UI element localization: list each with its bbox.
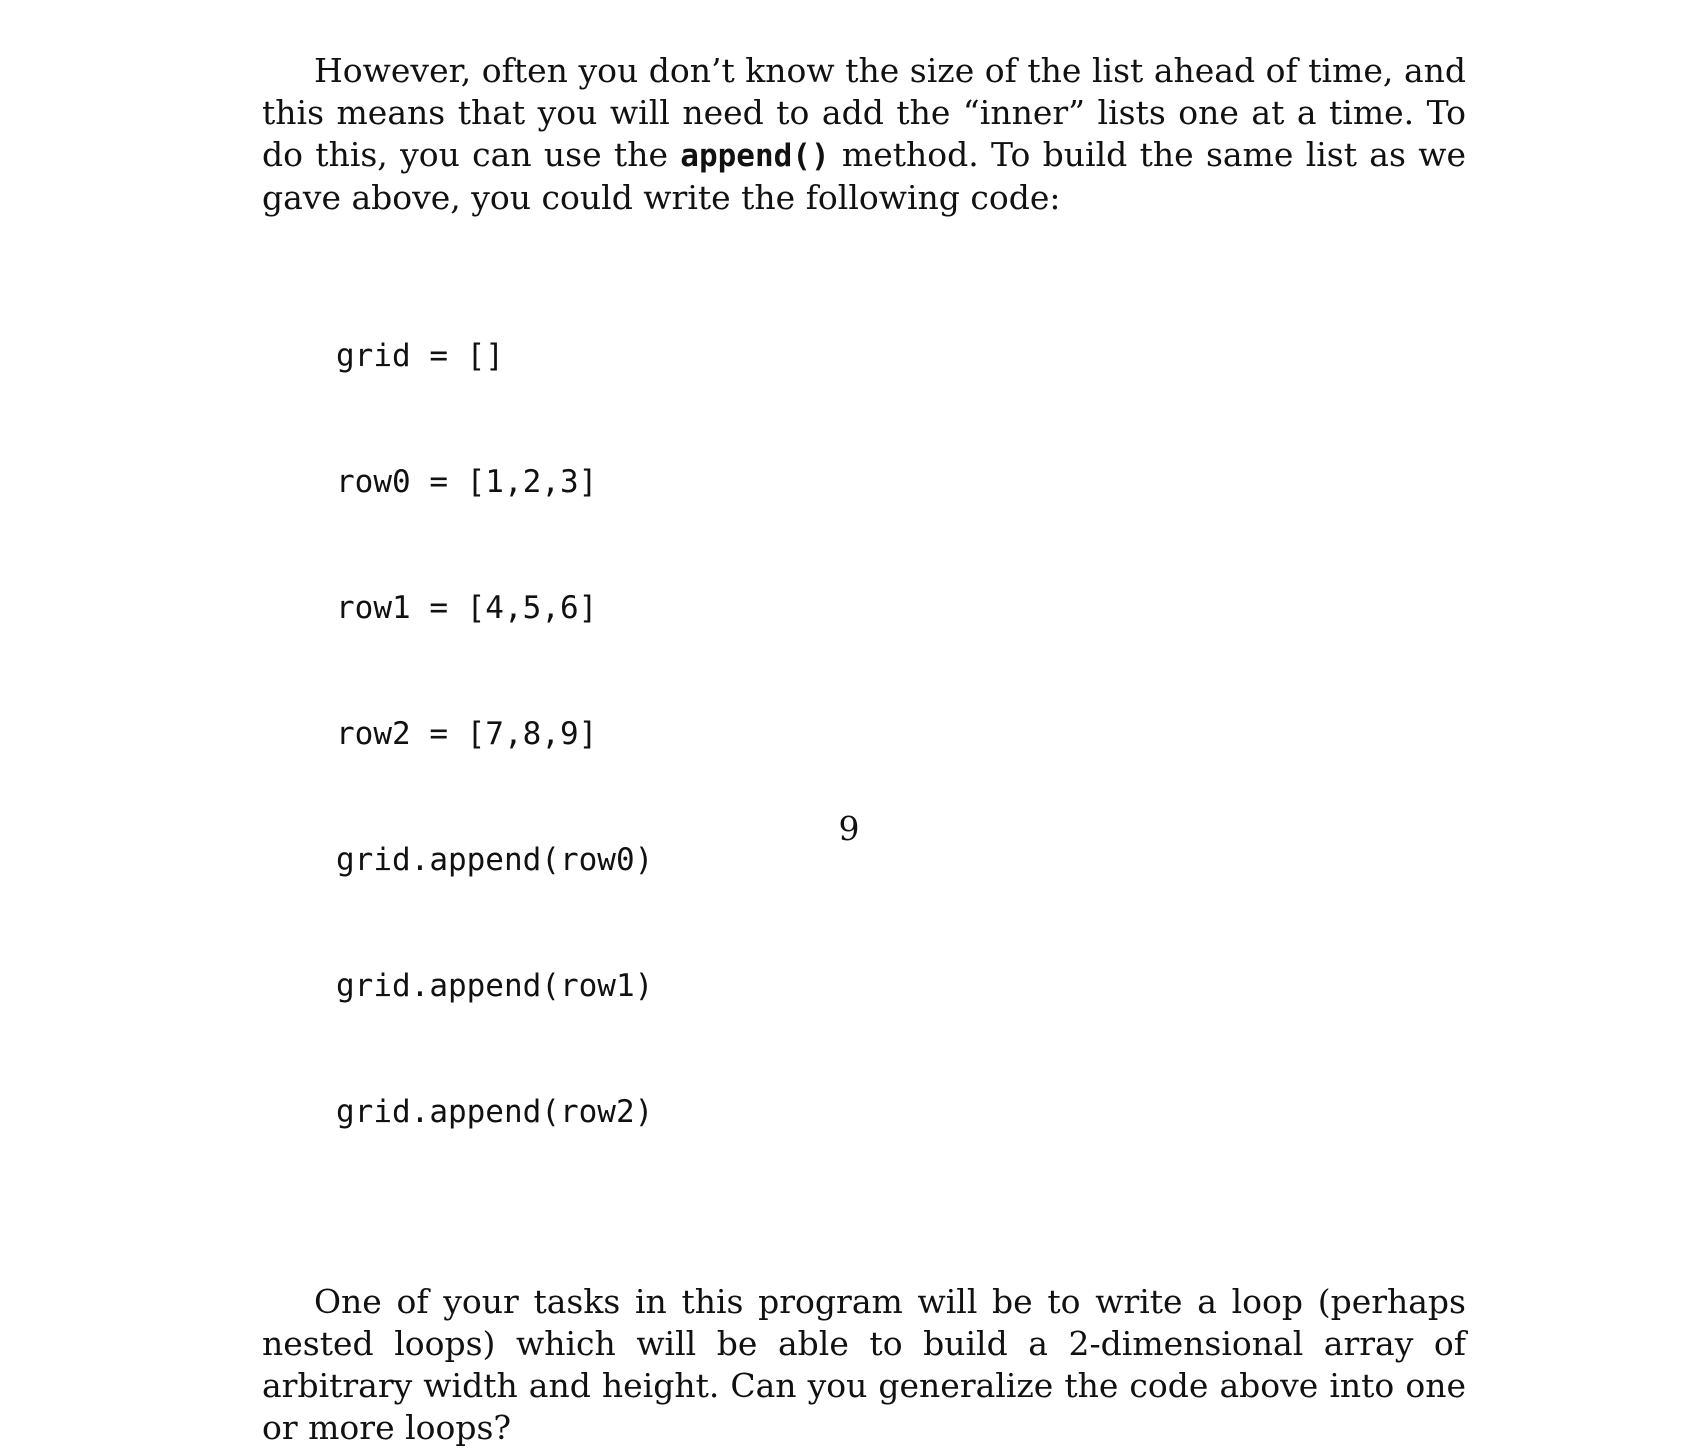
- code-line: grid.append(row2): [336, 1094, 654, 1130]
- document-page: [262, 50, 1466, 1449]
- paragraph-task-loops: One of your tasks in this program will be to write a loop (perhaps nested loops) which will be able to build a 2-dimensional array of arbitrary width and height. Can you generalize the code above into one or more loops?: [262, 1282, 1466, 1447]
- paragraph-text-before-code: However, often you don’t know the size of the list ahead of time, and this means that you will need to add the “inner” lists one at a time. To do this, you can use the: [262, 51, 1466, 174]
- code-line: row2 = [7,8,9]: [336, 716, 598, 752]
- code-line: row1 = [4,5,6]: [336, 590, 598, 626]
- inline-code-append: append(): [680, 138, 830, 174]
- paragraph-text-after-code: method. To build the same list as we gave above, you could write the following code:: [262, 135, 1466, 217]
- page-number: 9: [838, 809, 860, 848]
- paragraph-append-intro: [262, 50, 1466, 219]
- code-line: grid.append(row1): [336, 968, 654, 1004]
- code-line: grid.append(row0): [336, 842, 654, 878]
- code-block: [336, 251, 1466, 1217]
- code-line: row0 = [1,2,3]: [336, 464, 598, 500]
- code-line: grid = []: [336, 338, 504, 374]
